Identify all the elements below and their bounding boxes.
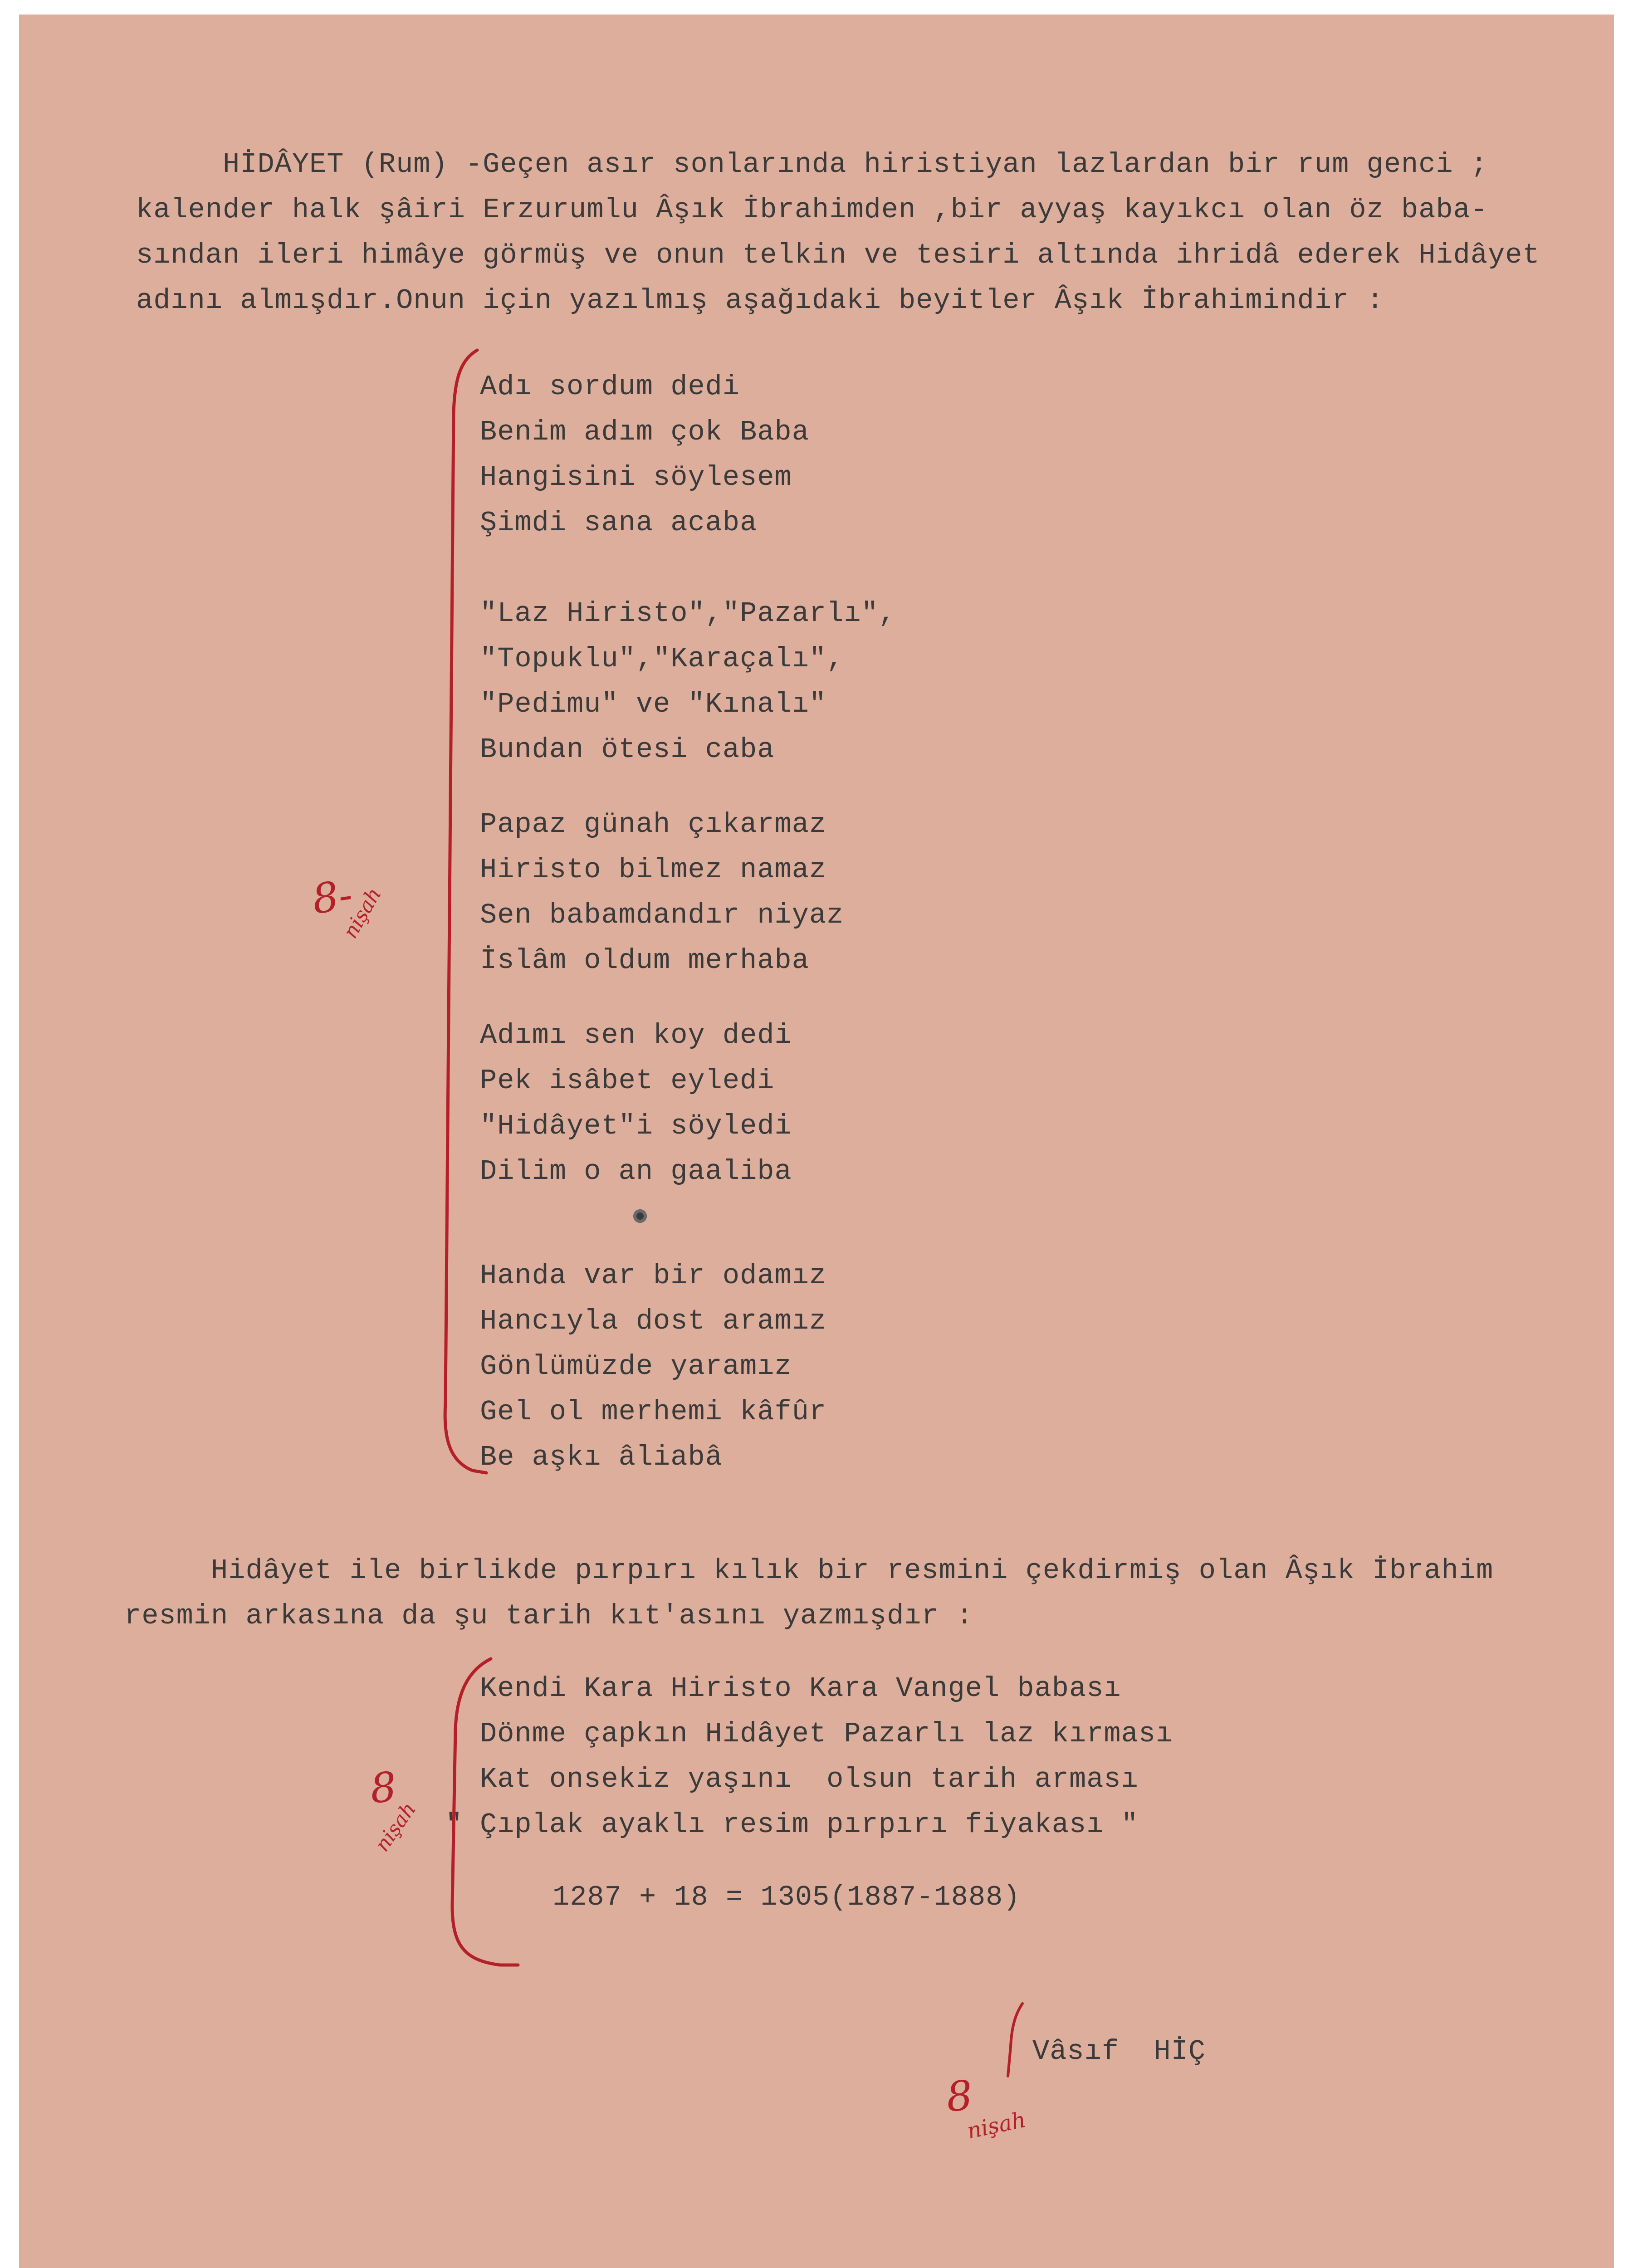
poem-line: Adı sordum dedi: [480, 371, 740, 403]
poem-bracket: [445, 350, 486, 1473]
annotation-brackets: [19, 15, 1614, 2268]
poem-line: Hangisini söylesem: [480, 461, 792, 494]
chronogram-line: Kat onsekiz yaşını olsun tarih arması: [480, 1763, 1139, 1795]
poem-line: Be aşkı âliabâ: [480, 1441, 723, 1473]
poem-line: Papaz günah çıkarmaz: [480, 808, 827, 841]
poem-line: "Pedimu" ve "Kınalı": [480, 688, 827, 720]
poem-line: Dilim o an gaaliba: [480, 1155, 792, 1188]
poem-line: Gönlümüzde yaramız: [480, 1350, 792, 1383]
chronogram-calculation: 1287 + 18 = 1305(1887-1888): [552, 1881, 1021, 1913]
poem-line: Bundan ötesi caba: [480, 733, 775, 766]
chronogram-line: Çıplak ayaklı resim pırpırı fiyakası ": [480, 1809, 1139, 1841]
poem-line: "Laz Hiristo","Pazarlı",: [480, 597, 896, 630]
chronogram-bracket: [452, 1659, 518, 1965]
poem-line: "Topuklu","Karaçalı",: [480, 643, 844, 675]
ink-dot: [633, 1209, 647, 1223]
poem-line: Hancıyla dost aramız: [480, 1305, 827, 1337]
poem-line: Hiristo bilmez namaz: [480, 854, 827, 886]
poem-line: Benim adım çok Baba: [480, 416, 809, 448]
intro-line: HİDÂYET (Rum) -Geçen asır sonlarında hiristiyan lazlardan bir rum genci ;: [136, 148, 1488, 181]
intro-line: sından ileri himâye görmüş ve onun telkin ve tesiri altında ihridâ ederek Hidâyet: [136, 239, 1540, 271]
signature-bracket: [1008, 2004, 1022, 2076]
poem-line: Gel ol merhemi kâfûr: [480, 1396, 827, 1428]
intro-line: kalender halk şâiri Erzurumlu Âşık İbrahimden ,bir ayyaş kayıkcı olan öz baba-: [136, 194, 1488, 226]
poem-line: Adımı sen koy dedi: [480, 1019, 792, 1051]
intro-line: adını almışdır.Onun için yazılmış aşağıdaki beyitler Âşık İbrahimindir :: [136, 284, 1384, 317]
author-signature: Vâsıf HİÇ: [1032, 2035, 1206, 2068]
poem-line: "Hidâyet"i söyledi: [480, 1110, 792, 1142]
poem-line: Pek isâbet eyledi: [480, 1065, 775, 1097]
paragraph-line: Hidâyet ile birlikde pırpırı kılık bir resmini çekdirmiş olan Âşık İbrahim: [124, 1554, 1494, 1587]
document-page: HİDÂYET (Rum) -Geçen asır sonlarında hiristiyan lazlardan bir rum genci ; kalender halk şâiri Erzurumlu Âşık İbrahimden ,bir ayyaş kayıkcı olan öz baba- sından ileri himâye görmüş ve onun telkin ve tesiri altında ihridâ ederek Hidâyet adını almışdır.Onun için yazılmış aşağıdaki beyitler Âşık İbrahimindir : Adı sordum dedi Benim adım çok Baba Hangisini söylesem Şimdi sana acaba "Laz Hiristo","Pazarlı", "Topuklu","Karaçalı", "Pedimu" ve "Kınalı" Bundan ötesi caba Papaz günah çıkarmaz Hiristo bilmez namaz Sen babamdandır niyaz İslâm oldum merhaba Adımı sen koy dedi Pek isâbet eyledi "Hidâyet"i söyledi Dilim o an gaaliba Handa var bir odamız Hancıyla dost aramız Gönlümüzde yaramız Gel ol merhemi kâfûr Be aşkı âliabâ Hidâyet ile birlikde pırpırı kılık bir resmini çekdirmiş olan Âşık İbrahim resmin arkasına da şu tarih kıt'asını yazmışdır : Kendi Kara Hiristo Kara Vangel babası Dönme çapkın Hidâyet Pazarlı laz kırması Kat onsekiz yaşını olsun tarih arması " Çıplak ayaklı resim pırpırı fiyakası " 1287 + 18 = 1305(1887-1888) Vâsıf HİÇ 8- nişah 8 nişah 8 nişah: [19, 15, 1614, 2268]
poem-line: Şimdi sana acaba: [480, 507, 758, 539]
poem-line: Handa var bir odamız: [480, 1260, 827, 1292]
poem-line: Sen babamdandır niyaz: [480, 899, 844, 931]
poem-line: İslâm oldum merhaba: [480, 944, 809, 977]
chronogram-line: Dönme çapkın Hidâyet Pazarlı laz kırması: [480, 1718, 1173, 1750]
chronogram-line: Kendi Kara Hiristo Kara Vangel babası: [480, 1672, 1121, 1705]
open-quote: ": [445, 1809, 463, 1841]
paragraph-line: resmin arkasına da şu tarih kıt'asını yazmışdır :: [124, 1600, 974, 1632]
